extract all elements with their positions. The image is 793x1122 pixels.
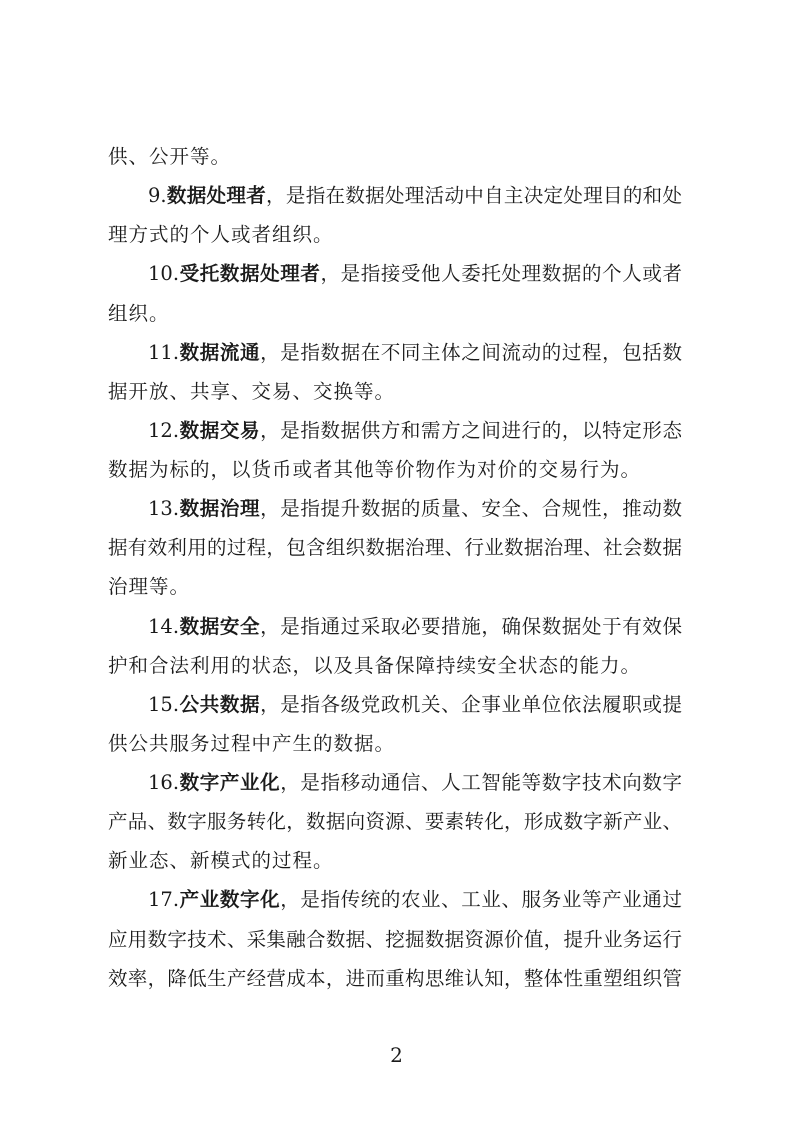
paragraph bbox=[108, 333, 682, 411]
definition-text: ，是指接受他人委托处理数据的个人或者 bbox=[320, 262, 682, 286]
paragraph bbox=[108, 489, 682, 606]
definition-text: ，是指移动通信、人工智能等数字技术向数字 bbox=[280, 771, 682, 794]
text-line bbox=[108, 411, 682, 450]
text-line: 据开放、共享、交易、交换等。 bbox=[108, 379, 396, 403]
term-label: 数据处理者 bbox=[166, 184, 267, 208]
item-number: 14. bbox=[148, 614, 180, 638]
paragraph bbox=[108, 176, 682, 254]
item-number: 12. bbox=[148, 418, 180, 442]
text-line: 供公共服务过程中产生的数据。 bbox=[108, 731, 396, 755]
term-label: 数据安全 bbox=[179, 614, 261, 638]
item-number: 17. bbox=[148, 888, 180, 912]
definition-text: ，是指传统的农业、工业、服务业等产业通过 bbox=[280, 888, 682, 912]
text-line bbox=[108, 254, 682, 293]
term-label: 受托数据处理者 bbox=[179, 262, 321, 286]
text-line: 产品、数字服务转化，数据向资源、要素转化，形成数字新产业、 bbox=[108, 810, 682, 834]
item-number: 13. bbox=[148, 497, 180, 521]
text-line bbox=[108, 607, 682, 646]
text-line: 新业态、新模式的过程。 bbox=[108, 849, 334, 873]
paragraph bbox=[108, 411, 682, 489]
text-line: 治理等。 bbox=[108, 575, 191, 599]
text-line bbox=[108, 489, 682, 528]
text-line: 护和合法利用的状态，以及具备保障持续安全状态的能力。 bbox=[108, 653, 642, 677]
paragraph bbox=[108, 254, 682, 332]
definition-text: ，是指在数据处理活动中自主决定处理目的和处 bbox=[266, 184, 682, 208]
definition-text: ，是指各级党政机关、企事业单位依法履职或提 bbox=[260, 692, 682, 716]
term-label: 数字产业化 bbox=[179, 771, 281, 794]
text-line bbox=[108, 685, 682, 724]
text-line: 供、公开等。 bbox=[108, 145, 232, 168]
term-label: 数据治理 bbox=[179, 497, 261, 521]
term-label: 数据交易 bbox=[179, 418, 261, 442]
item-number: 10. bbox=[148, 262, 180, 286]
paragraph bbox=[108, 685, 682, 763]
text-line bbox=[108, 763, 682, 802]
item-number: 9. bbox=[148, 184, 167, 208]
text-line: 效率，降低生产经营成本，进而重构思维认知，整体性重塑组织管 bbox=[108, 966, 682, 990]
definition-text: ，是指数据在不同主体之间流动的过程，包括数 bbox=[260, 340, 682, 364]
text-line: 理方式的个人或者组织。 bbox=[108, 223, 334, 247]
definition-text: ，是指通过采取必要措施，确保数据处于有效保 bbox=[260, 614, 682, 638]
item-number: 16. bbox=[148, 771, 180, 794]
term-label: 公共数据 bbox=[179, 692, 261, 716]
page-number: 2 bbox=[390, 1043, 403, 1067]
text-line bbox=[108, 333, 682, 372]
item-number: 11. bbox=[148, 340, 180, 364]
text-line bbox=[108, 880, 682, 919]
item-number: 15. bbox=[148, 692, 180, 716]
paragraph bbox=[108, 137, 682, 176]
definition-text: ，是指提升数据的质量、安全、合规性，推动数 bbox=[260, 497, 682, 521]
paragraph bbox=[108, 763, 682, 880]
text-line: 组织。 bbox=[108, 301, 170, 325]
term-label: 数据流通 bbox=[179, 340, 261, 364]
text-line: 据有效利用的过程，包含组织数据治理、行业数据治理、社会数据 bbox=[108, 536, 682, 560]
definition-text: ，是指数据供方和需方之间进行的，以特定形态 bbox=[260, 418, 682, 442]
paragraph bbox=[108, 607, 682, 685]
paragraph bbox=[108, 880, 682, 997]
text-line bbox=[108, 176, 682, 215]
text-line: 数据为标的，以货币或者其他等价物作为对价的交易行为。 bbox=[108, 458, 642, 481]
body-text bbox=[108, 137, 682, 998]
term-label: 产业数字化 bbox=[179, 888, 281, 912]
text-line: 应用数字技术、采集融合数据、挖掘数据资源价值，提升业务运行 bbox=[108, 927, 682, 951]
